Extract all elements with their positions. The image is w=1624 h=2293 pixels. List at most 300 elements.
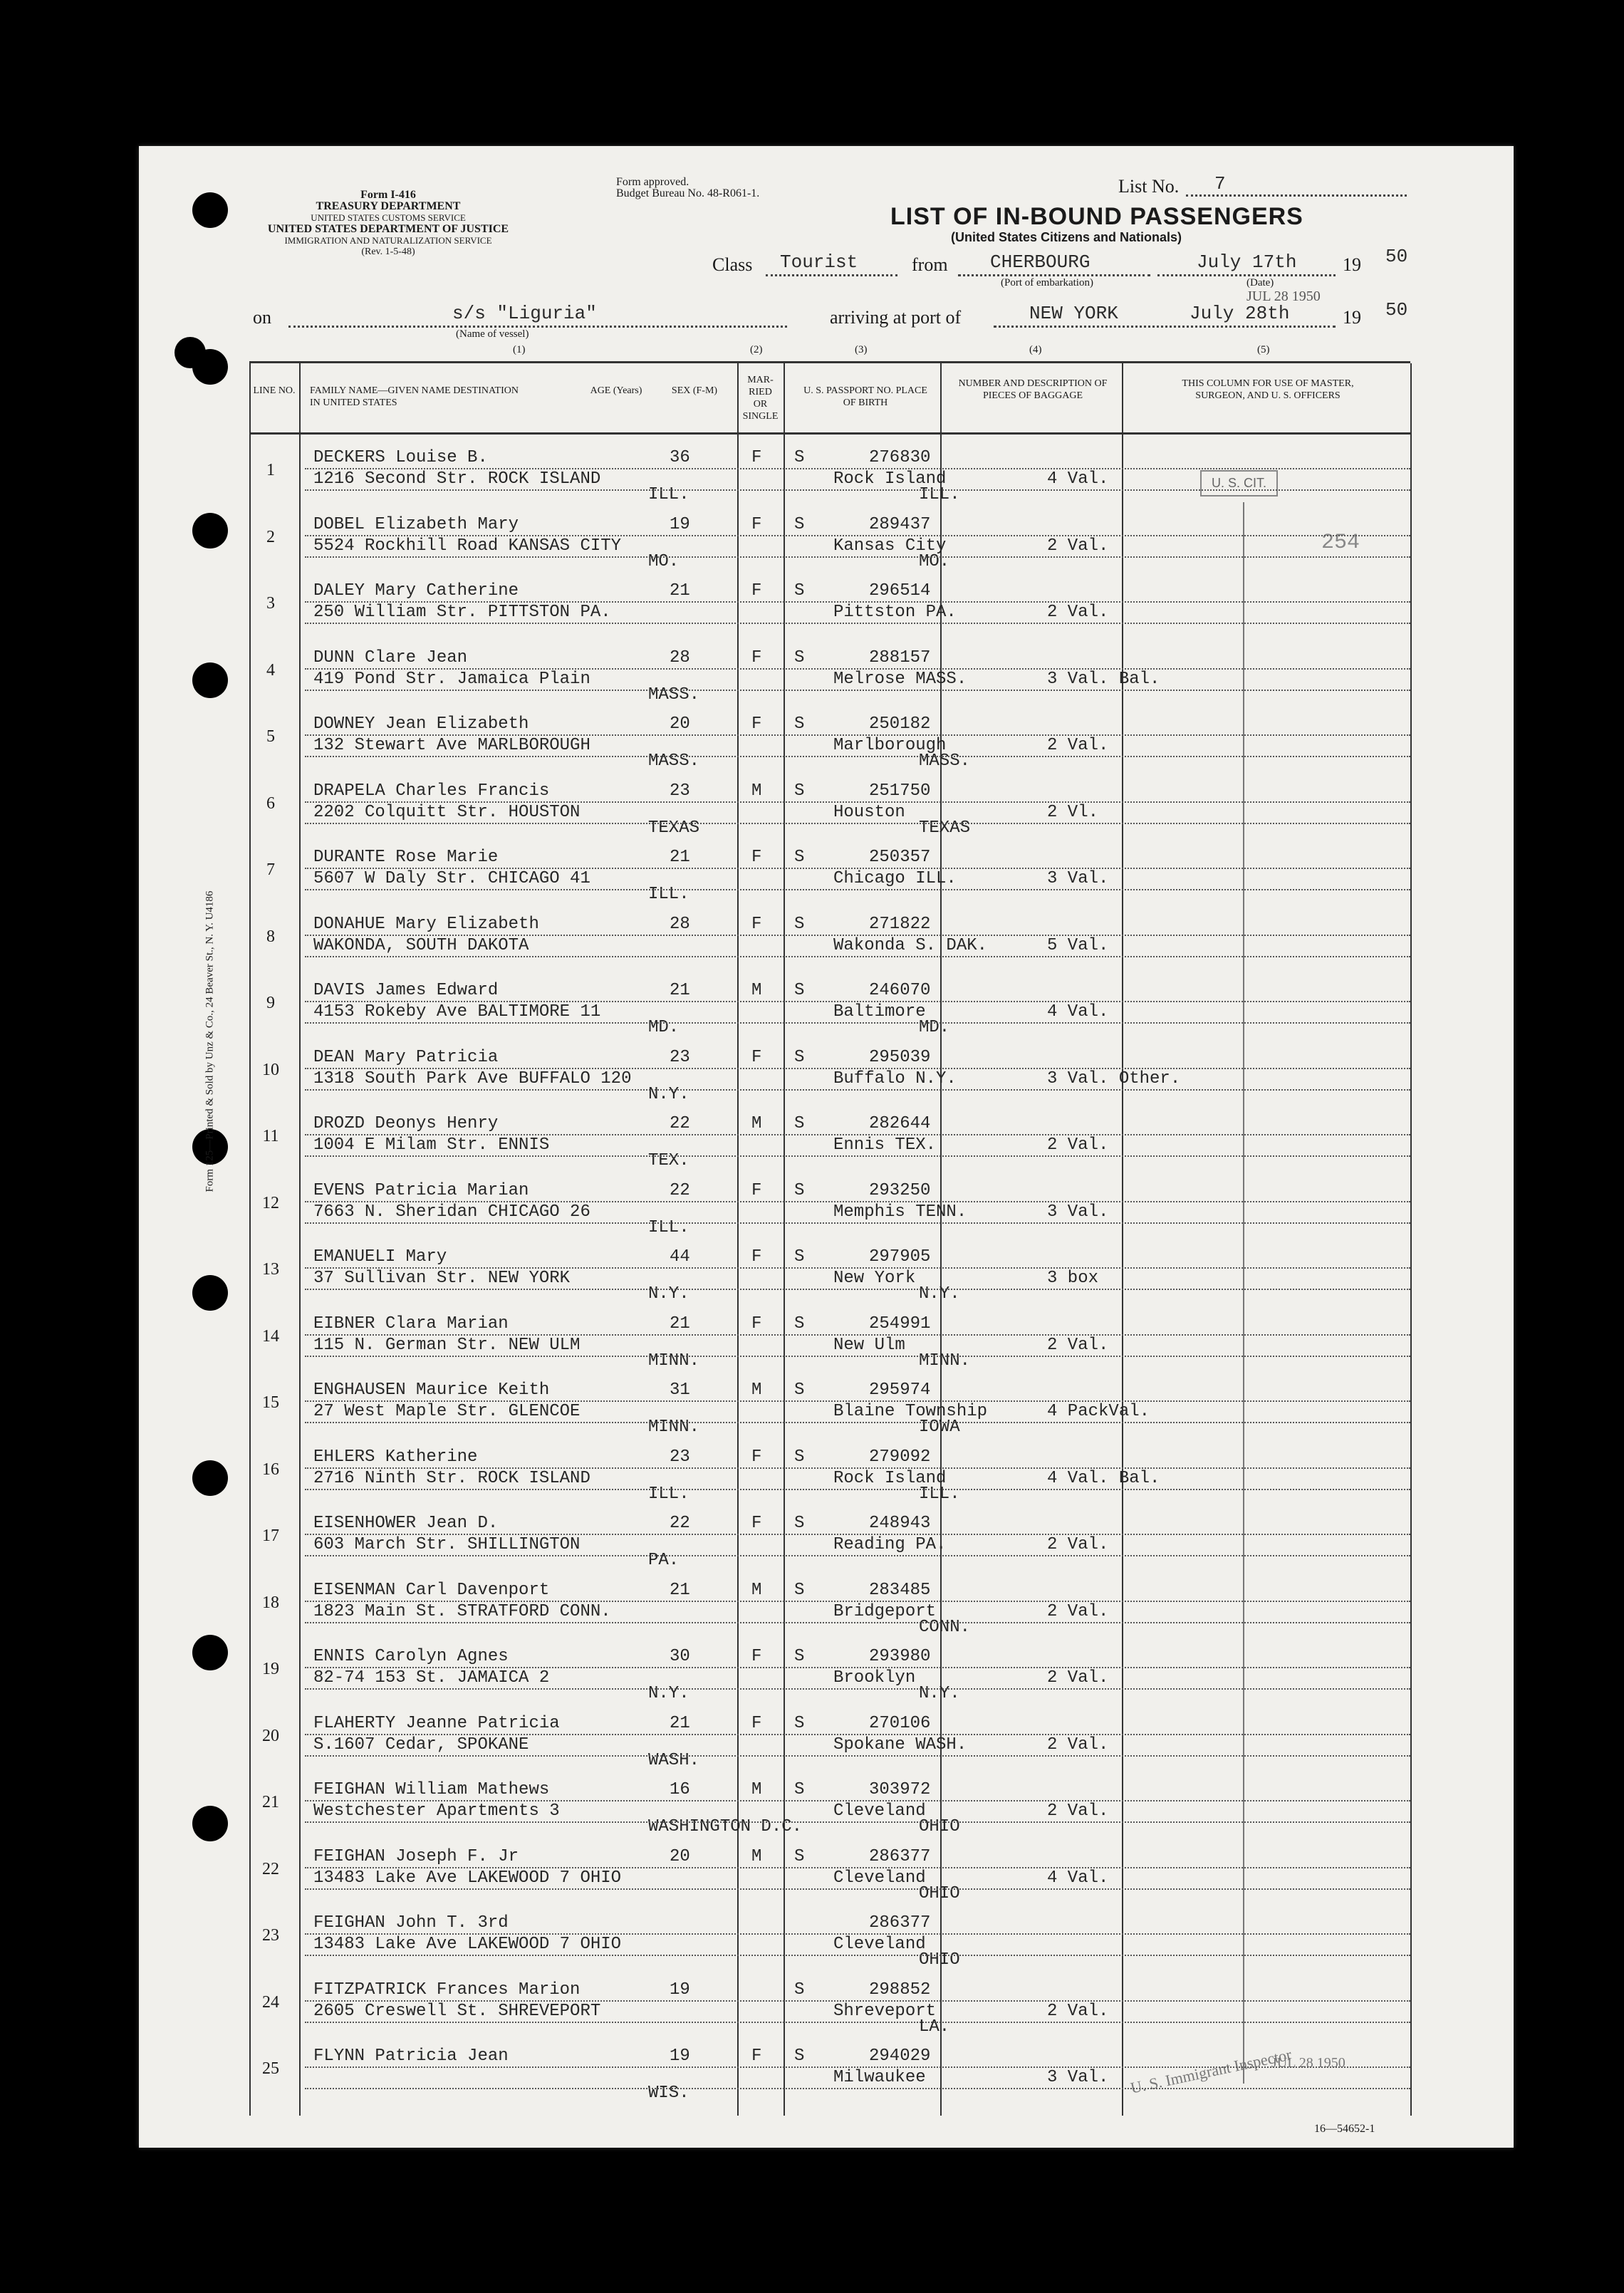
- passenger-name: EISENHOWER Jean D.: [313, 1514, 499, 1533]
- marital-status: S: [794, 848, 805, 867]
- from-label: from: [912, 254, 948, 275]
- destination: 5607 W Daly Str. CHICAGO 41: [313, 869, 590, 888]
- row-rule: [305, 1667, 1410, 1668]
- row-rule: [305, 1068, 1410, 1069]
- on-label: on: [253, 307, 271, 328]
- baggage: 2 Val.: [1047, 1535, 1109, 1554]
- birth-place: Baltimore: [833, 1002, 926, 1021]
- destination: 1823 Main St. STRATFORD CONN.: [313, 1601, 611, 1621]
- page-title: LIST OF IN-BOUND PASSENGERS: [890, 203, 1303, 230]
- destination: Westchester Apartments 3: [313, 1801, 560, 1821]
- age: 23: [670, 1447, 690, 1467]
- age: 30: [670, 1647, 690, 1666]
- date-line: [1157, 274, 1336, 276]
- sex: M: [751, 781, 762, 801]
- passport-number: 270106: [869, 1713, 931, 1733]
- baggage: 2 Val.: [1047, 1735, 1109, 1754]
- passenger-name: EMANUELI Mary: [313, 1247, 447, 1267]
- passport-number: 250182: [869, 714, 931, 734]
- header-passport: U. S. PASSPORT NO. PLACE OF BIRTH: [803, 385, 927, 408]
- header-line-no: LINE NO.: [253, 385, 296, 396]
- baggage: 5 Val.: [1047, 935, 1109, 955]
- row-rule: [305, 668, 1410, 670]
- age: 28: [670, 914, 690, 934]
- birth-place: Rock Island: [833, 1468, 947, 1488]
- birth-place-line2: OHIO: [919, 1817, 960, 1836]
- date-caption: (Date): [1246, 277, 1274, 288]
- embarkation-port: CHERBOURG: [990, 251, 1091, 273]
- passenger-name: DALEY Mary Catherine: [313, 581, 519, 600]
- sex: F: [751, 848, 762, 867]
- col-num-1: (1): [513, 344, 526, 355]
- age: 28: [670, 648, 690, 667]
- header-age: AGE (Years): [590, 385, 642, 396]
- table-row: [249, 638, 1410, 704]
- passport-number: 286377: [869, 1913, 931, 1933]
- sex: F: [751, 514, 762, 534]
- passport-number: 248943: [869, 1514, 931, 1533]
- baggage: 2 Val.: [1047, 1601, 1109, 1621]
- marital-status: S: [794, 1381, 805, 1400]
- line-number: 3: [266, 594, 275, 613]
- birth-place-line2: CONN.: [919, 1617, 971, 1637]
- line-number: 22: [262, 1859, 279, 1878]
- destination-state: MINN.: [648, 1351, 700, 1371]
- birth-place: Ennis TEX.: [833, 1135, 937, 1155]
- row-rule: [305, 690, 1410, 691]
- destination: 13483 Lake Ave LAKEWOOD 7 OHIO: [313, 1868, 622, 1888]
- row-rule: [305, 889, 1410, 890]
- row-rule: [305, 801, 1410, 803]
- list-no-line: [1186, 194, 1407, 197]
- passport-number: 251750: [869, 781, 931, 801]
- destination: 4153 Rokeby Ave BALTIMORE 11: [313, 1002, 601, 1021]
- row-rule: [305, 1601, 1410, 1602]
- passport-number: 297905: [869, 1247, 931, 1267]
- destination: 132 Stewart Ave MARLBOROUGH: [313, 736, 590, 755]
- sex: M: [751, 1580, 762, 1600]
- row-rule: [305, 935, 1410, 936]
- passenger-name: ENNIS Carolyn Agnes: [313, 1647, 509, 1666]
- destination: 419 Pond Str. Jamaica Plain: [313, 669, 590, 689]
- table-row: [249, 1504, 1410, 1569]
- header-officers: THIS COLUMN FOR USE OF MASTER, SURGEON, AND U. S. OFFICERS: [1182, 378, 1354, 401]
- birth-place: Brooklyn: [833, 1668, 916, 1688]
- table-row: [249, 571, 1410, 637]
- age: 23: [670, 1047, 690, 1067]
- destination: 13483 Lake Ave LAKEWOOD 7 OHIO: [313, 1935, 622, 1954]
- destination: 1216 Second Str. ROCK ISLAND: [313, 469, 601, 489]
- line-number: 18: [262, 1593, 279, 1612]
- row-rule: [305, 1356, 1410, 1357]
- birth-place: Marlborough: [833, 736, 947, 755]
- baggage: 4 Val.: [1047, 469, 1109, 489]
- passenger-name: DUNN Clare Jean: [313, 648, 468, 667]
- year-prefix-1: 19: [1343, 254, 1361, 275]
- header-married: MAR- RIED OR SINGLE: [742, 375, 779, 422]
- year-2: 50: [1385, 299, 1408, 321]
- destination-state: PA.: [648, 1551, 680, 1570]
- table-row: [249, 1970, 1410, 2036]
- marital-status: S: [794, 1980, 805, 2000]
- destination-state: N.Y.: [648, 1084, 689, 1104]
- line-number: 15: [262, 1393, 279, 1412]
- printer-imprint: Form 125—Printed & Sold by Unz & Co., 24 Beaver St., N. Y. U4186: [204, 890, 216, 1192]
- line-number: 19: [262, 1660, 279, 1678]
- birth-place: Cleveland: [833, 1935, 926, 1954]
- passport-number: 293980: [869, 1647, 931, 1666]
- birth-place: Spokane WASH.: [833, 1735, 967, 1754]
- birth-place: Kansas City: [833, 536, 947, 556]
- year-prefix-2: 19: [1343, 307, 1361, 328]
- line-number: 4: [266, 660, 275, 680]
- destination: 2605 Creswell St. SHREVEPORT: [313, 2001, 601, 2021]
- table-row: [249, 838, 1410, 903]
- table-row: [249, 2037, 1410, 2102]
- passenger-name: DOBEL Elizabeth Mary: [313, 514, 519, 534]
- passenger-name: EIBNER Clara Marian: [313, 1314, 509, 1333]
- destination: 7663 N. Sheridan CHICAGO 26: [313, 1202, 590, 1222]
- marital-status: S: [794, 914, 805, 934]
- table-header-rule: [249, 432, 1410, 435]
- destination-state: MINN.: [648, 1418, 700, 1437]
- line-number: 23: [262, 1926, 279, 1945]
- passenger-name: FITZPATRICK Frances Marion: [313, 1980, 581, 2000]
- age: 44: [670, 1247, 690, 1267]
- form-approved: Form approved.: [616, 176, 689, 188]
- row-rule: [305, 1222, 1410, 1224]
- age: 21: [670, 848, 690, 867]
- passport-number: 276830: [869, 448, 931, 467]
- destination: 2716 Ninth Str. ROCK ISLAND: [313, 1468, 590, 1488]
- birth-place-line2: N.Y.: [919, 1684, 960, 1703]
- vessel-line: [288, 326, 787, 328]
- row-rule: [305, 1800, 1410, 1801]
- header-sex: SEX (F-M): [671, 385, 718, 396]
- table-row: [249, 438, 1410, 504]
- table-row: [249, 1038, 1410, 1103]
- table-row: [249, 1104, 1410, 1170]
- list-no-value: 7: [1214, 173, 1226, 194]
- birth-place: Memphis TENN.: [833, 1202, 967, 1222]
- passenger-name: EHLERS Katherine: [313, 1447, 478, 1467]
- row-rule: [305, 1022, 1410, 1024]
- destination-state: MO.: [648, 551, 680, 571]
- passenger-name: DAVIS James Edward: [313, 981, 499, 1000]
- passenger-name: DRAPELA Charles Francis: [313, 781, 550, 801]
- table-row: [249, 505, 1410, 571]
- sex: M: [751, 1114, 762, 1133]
- passport-number: 295974: [869, 1381, 931, 1400]
- row-rule: [305, 1534, 1410, 1535]
- passport-number: 254991: [869, 1314, 931, 1333]
- age: 22: [670, 1114, 690, 1133]
- line-number: 10: [262, 1060, 279, 1079]
- sex: F: [751, 648, 762, 667]
- row-rule: [305, 623, 1410, 624]
- col-num-4: (4): [1029, 344, 1042, 355]
- birth-place-line2: TEXAS: [919, 818, 971, 838]
- sex: F: [751, 1713, 762, 1733]
- birth-place-line2: ILL.: [919, 485, 960, 504]
- passport-number: 288157: [869, 648, 931, 667]
- passport-number: 283485: [869, 1580, 931, 1600]
- passenger-name: FEIGHAN Joseph F. Jr: [313, 1846, 519, 1866]
- table-row: [249, 771, 1410, 837]
- baggage: 4 Val.: [1047, 1002, 1109, 1021]
- birth-place-line2: N.Y.: [919, 1284, 960, 1304]
- baggage: 2 Val.: [1047, 736, 1109, 755]
- row-rule: [305, 1155, 1410, 1157]
- sex: M: [751, 1846, 762, 1866]
- table-row: [249, 1237, 1410, 1303]
- age: 21: [670, 1713, 690, 1733]
- destination-state: WASHINGTON D.C.: [648, 1817, 803, 1836]
- marital-status: S: [794, 581, 805, 600]
- form-number: Form I-416: [360, 189, 416, 201]
- birth-place-line2: MO.: [919, 551, 950, 571]
- age: 23: [670, 781, 690, 801]
- row-rule: [305, 1955, 1410, 1956]
- ins-service: IMMIGRATION AND NATURALIZATION SERVICE: [284, 235, 492, 246]
- destination: 37 Sullivan Str. NEW YORK: [313, 1269, 571, 1288]
- list-no-label: List No.: [1118, 176, 1180, 197]
- passenger-name: DURANTE Rose Marie: [313, 848, 499, 867]
- age: 22: [670, 1180, 690, 1200]
- row-rule: [305, 1622, 1410, 1623]
- age: 19: [670, 1980, 690, 2000]
- sex: F: [751, 2047, 762, 2066]
- row-rule: [305, 868, 1410, 869]
- destination: 5524 Rockhill Road KANSAS CITY: [313, 536, 622, 556]
- age: 21: [670, 981, 690, 1000]
- table-row: [249, 1171, 1410, 1237]
- destination: 115 N. German Str. NEW ULM: [313, 1335, 581, 1355]
- baggage: 2 Val.: [1047, 603, 1109, 622]
- footer-code: 16—54652-1: [1314, 2123, 1375, 2135]
- age: 21: [670, 1314, 690, 1333]
- row-rule: [305, 1867, 1410, 1868]
- passport-number: 271822: [869, 914, 931, 934]
- line-number: 24: [262, 1992, 279, 2012]
- table-row: [249, 1637, 1410, 1702]
- destination: 2202 Colquitt Str. HOUSTON: [313, 802, 581, 822]
- arrival-port: NEW YORK: [1029, 303, 1118, 324]
- col-divider: [1410, 363, 1412, 2116]
- col-num-3: (3): [855, 344, 868, 355]
- date-stamp: JUL 28 1950: [1246, 288, 1321, 304]
- age: 36: [670, 448, 690, 467]
- col-num-2: (2): [750, 344, 763, 355]
- birth-place: Cleveland: [833, 1868, 926, 1888]
- line-number: 21: [262, 1793, 279, 1811]
- birth-place: Blaine Township: [833, 1402, 988, 1421]
- birth-place-line2: MINN.: [919, 1351, 971, 1371]
- passenger-name: ENGHAUSEN Maurice Keith: [313, 1381, 550, 1400]
- destination-state: N.Y.: [648, 1684, 689, 1703]
- marital-status: S: [794, 1713, 805, 1733]
- marital-status: S: [794, 1180, 805, 1200]
- marital-status: S: [794, 714, 805, 734]
- class-line: [766, 274, 897, 276]
- birth-place-line2: OHIO: [919, 1950, 960, 1970]
- passenger-name: FLYNN Patricia Jean: [313, 2047, 509, 2066]
- passenger-name: DECKERS Louise B.: [313, 448, 488, 467]
- age: 19: [670, 2047, 690, 2066]
- destination-state: MD.: [648, 1018, 680, 1037]
- age: 21: [670, 1580, 690, 1600]
- row-rule: [305, 1400, 1410, 1402]
- binder-hole: [192, 1275, 228, 1311]
- sex: F: [751, 581, 762, 600]
- sex: F: [751, 914, 762, 934]
- sex: F: [751, 714, 762, 734]
- binder-hole: [192, 1635, 228, 1670]
- marital-status: S: [794, 1314, 805, 1333]
- port-line: [958, 274, 1150, 276]
- baggage: 2 Val.: [1047, 1668, 1109, 1688]
- marital-status: S: [794, 1047, 805, 1067]
- baggage: 3 Val.: [1047, 869, 1109, 888]
- line-number: 14: [262, 1326, 279, 1346]
- birth-place: Rock Island: [833, 469, 947, 489]
- destination: 603 March Str. SHILLINGTON: [313, 1535, 581, 1554]
- baggage: 3 Val.: [1047, 2068, 1109, 2087]
- passport-number: 282644: [869, 1114, 931, 1133]
- line-number: 16: [262, 1460, 279, 1479]
- line-number: 7: [266, 860, 275, 879]
- embarkation-date: July 17th: [1197, 251, 1297, 273]
- destination: 82-74 153 St. JAMAICA 2: [313, 1668, 550, 1688]
- birth-place: Milwaukee: [833, 2068, 926, 2087]
- birth-place-line2: MASS.: [919, 752, 971, 771]
- header-name: FAMILY NAME—GIVEN NAME DESTINATION IN UNITED STATES: [310, 385, 519, 408]
- age: 20: [670, 714, 690, 734]
- marital-status: S: [794, 781, 805, 801]
- line-number: 2: [266, 527, 275, 546]
- line-number: 11: [262, 1127, 279, 1145]
- customs-service: UNITED STATES CUSTOMS SERVICE: [311, 212, 466, 223]
- vessel-name: s/s "Liguria": [452, 303, 597, 324]
- line-number: 9: [266, 994, 275, 1012]
- arriving-label: arriving at port of: [830, 307, 962, 328]
- header-baggage: NUMBER AND DESCRIPTION OF PIECES OF BAGGAGE: [958, 378, 1108, 401]
- birth-place: Shreveport: [833, 2001, 937, 2021]
- line-number: 6: [266, 794, 275, 813]
- binder-hole: [192, 1460, 228, 1496]
- row-rule: [305, 1001, 1410, 1002]
- row-rule: [305, 1821, 1410, 1823]
- passport-number: 279092: [869, 1447, 931, 1467]
- table-row: [249, 1371, 1410, 1436]
- table-row: [249, 1437, 1410, 1503]
- destination: WAKONDA, SOUTH DAKOTA: [313, 935, 529, 955]
- arrival-port-line: [994, 326, 1336, 328]
- marital-status: S: [794, 1114, 805, 1133]
- birth-place: New Ulm: [833, 1335, 905, 1355]
- birth-place: Wakonda S. DAK.: [833, 935, 988, 955]
- line-number: 1: [266, 461, 275, 479]
- row-rule: [305, 1201, 1410, 1202]
- marital-status: S: [794, 1846, 805, 1866]
- row-rule: [305, 1267, 1410, 1269]
- baggage: 3 box: [1047, 1269, 1099, 1288]
- baggage: 4 Val. Bal.: [1047, 1468, 1160, 1488]
- line-number: 20: [262, 1726, 279, 1745]
- destination: 250 William Str. PITTSTON PA.: [313, 603, 611, 622]
- passenger-name: EISENMAN Carl Davenport: [313, 1580, 550, 1600]
- inspector-date-stamp: JUL 28 1950: [1271, 2055, 1345, 2071]
- marital-status: S: [794, 1580, 805, 1600]
- age: 21: [670, 581, 690, 600]
- row-rule: [305, 1134, 1410, 1135]
- age: 20: [670, 1846, 690, 1866]
- passenger-name: DOWNEY Jean Elizabeth: [313, 714, 529, 734]
- table-row: [249, 704, 1410, 770]
- row-rule: [305, 2022, 1410, 2023]
- row-rule: [305, 1688, 1410, 1690]
- sex: F: [751, 1247, 762, 1267]
- passport-number: 294029: [869, 2047, 931, 2066]
- baggage: 3 Val. Bal.: [1047, 669, 1160, 689]
- passport-number: 246070: [869, 981, 931, 1000]
- table-row: [249, 1837, 1410, 1903]
- baggage: 2 Val.: [1047, 1801, 1109, 1821]
- line-number: 8: [266, 927, 275, 946]
- age: 22: [670, 1514, 690, 1533]
- row-rule: [305, 1734, 1410, 1735]
- birth-place: Buffalo N.Y.: [833, 1068, 957, 1088]
- row-rule: [305, 734, 1410, 736]
- marital-status: S: [794, 1247, 805, 1267]
- passport-number: 286377: [869, 1846, 931, 1866]
- binder-hole: [192, 192, 228, 228]
- line-number: 25: [262, 2059, 279, 2078]
- row-rule: [305, 535, 1410, 536]
- age: 31: [670, 1381, 690, 1400]
- row-rule: [305, 2066, 1410, 2068]
- row-rule: [305, 956, 1410, 957]
- age: 16: [670, 1780, 690, 1799]
- birth-place: New York: [833, 1269, 916, 1288]
- birth-place-line2: ILL.: [919, 1484, 960, 1504]
- baggage: 4 PackVal.: [1047, 1402, 1150, 1421]
- marital-status: S: [794, 1514, 805, 1533]
- table-top-rule: [249, 361, 1410, 363]
- line-number: 5: [266, 727, 275, 746]
- marital-status: S: [794, 981, 805, 1000]
- table-row: [249, 905, 1410, 970]
- passport-number: 295039: [869, 1047, 931, 1067]
- sex: F: [751, 1447, 762, 1467]
- row-rule: [305, 556, 1410, 558]
- marital-status: S: [794, 648, 805, 667]
- port-caption: (Port of embarkation): [1001, 277, 1093, 288]
- sex: M: [751, 1381, 762, 1400]
- row-rule: [305, 1289, 1410, 1290]
- destination-state: ILL.: [648, 1484, 689, 1504]
- row-rule: [305, 2088, 1410, 2089]
- birth-place-line2: LA.: [919, 2017, 950, 2037]
- passport-number: 298852: [869, 1980, 931, 2000]
- sex: F: [751, 1647, 762, 1666]
- sex: F: [751, 1514, 762, 1533]
- row-rule: [305, 756, 1410, 757]
- passport-number: 296514: [869, 581, 931, 600]
- passenger-name: EVENS Patricia Marian: [313, 1180, 529, 1200]
- passenger-name: FEIGHAN John T. 3rd: [313, 1913, 509, 1933]
- passenger-name: DROZD Deonys Henry: [313, 1114, 499, 1133]
